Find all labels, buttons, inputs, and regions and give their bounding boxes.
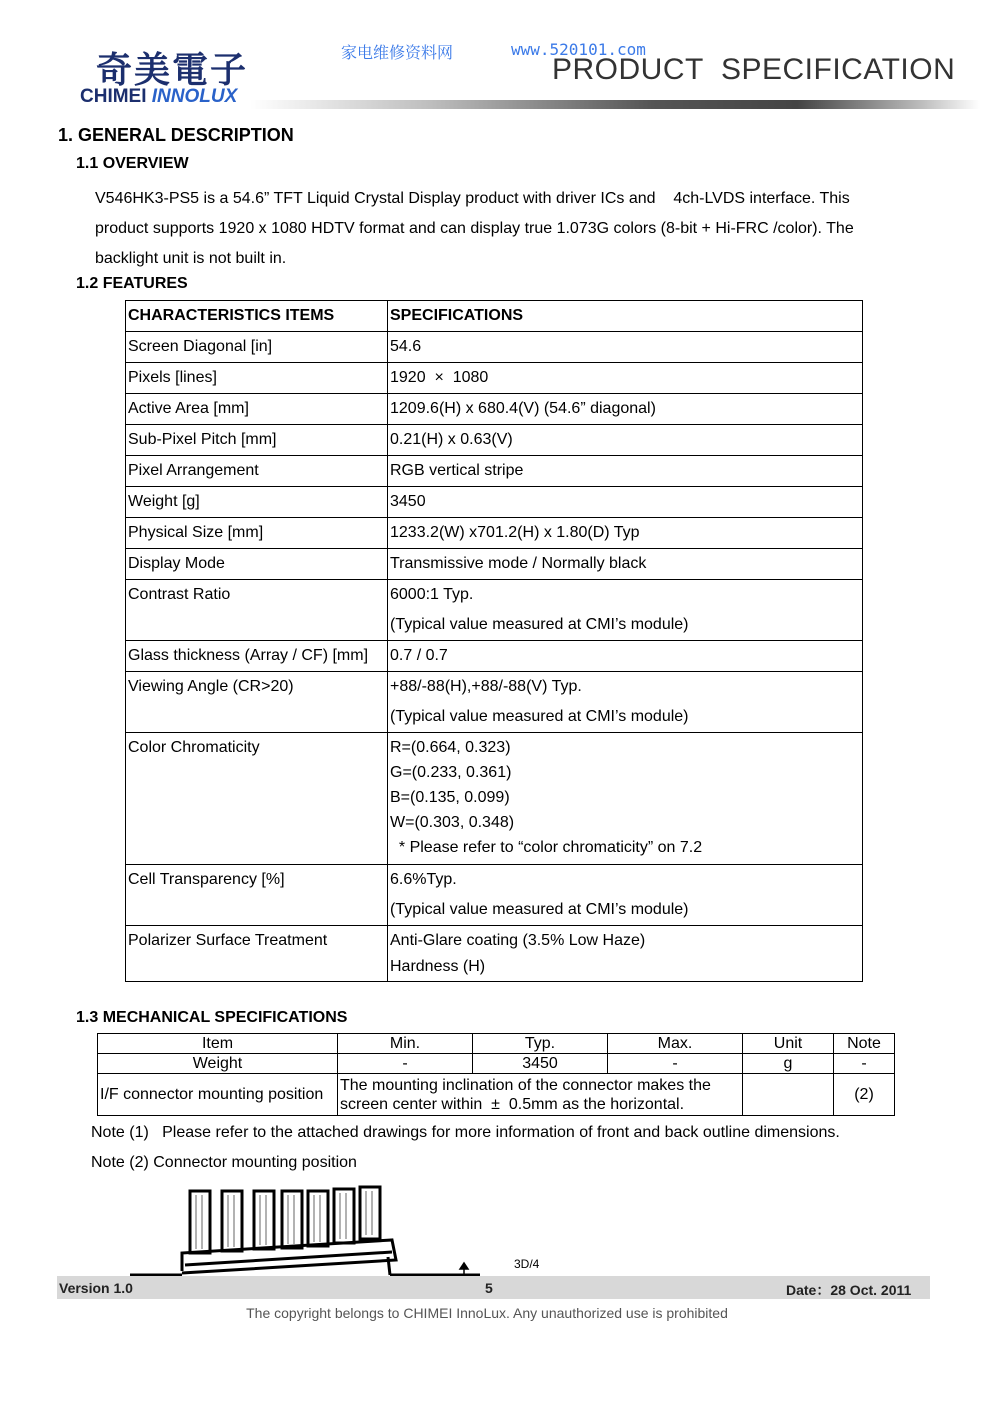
- spec-cell: 0.21(H) x 0.63(V): [388, 425, 863, 456]
- spec-cell: 1209.6(H) x 680.4(V) (54.6” diagonal): [388, 394, 863, 425]
- overview-heading: 1.1 OVERVIEW: [76, 155, 189, 172]
- table-row: [126, 394, 863, 425]
- spec-line: G=(0.233, 0.361): [390, 764, 512, 781]
- spec-cell: 0.7 / 0.7: [388, 641, 863, 672]
- header-divider: [250, 100, 980, 109]
- drawing-label: 3D/4: [514, 1257, 540, 1271]
- spec-cell: Transmissive mode / Normally black: [388, 549, 863, 580]
- header-cell: Min.: [338, 1034, 473, 1054]
- spec-cell: [388, 865, 863, 926]
- spec-cell: 1920 × 1080: [388, 363, 863, 394]
- table-row: [126, 672, 863, 733]
- note-1: Note (1) Please refer to the attached drawings for more information of front and back outline dimensions.: [91, 1124, 840, 1141]
- spec-line: Hardness (H): [390, 958, 486, 975]
- spec-line: (Typical value measured at CMI’s module): [390, 616, 689, 633]
- item-cell: Active Area [mm]: [126, 394, 388, 425]
- spec-cell: [388, 580, 863, 641]
- overview-line: backlight unit is not built in.: [95, 250, 287, 267]
- overview-line: product supports 1920 x 1080 HDTV format and can display true 1.073G colors (8-bit + Hi-FRC /color). The: [95, 220, 854, 237]
- spec-line: screen center within ± 0.5mm as the horizontal.: [340, 1095, 685, 1113]
- spec-line: The mounting inclination of the connector makes the: [340, 1076, 711, 1094]
- features-heading: 1.2 FEATURES: [76, 275, 188, 292]
- item-cell: Weight [g]: [126, 487, 388, 518]
- spec-line: * Please refer to “color chromaticity” on 7.2: [390, 839, 703, 856]
- spec-line: +88/-88(H),+88/-88(V) Typ.: [390, 678, 582, 695]
- spec-cell: 3450: [388, 487, 863, 518]
- logo-innolux: INNOLUX: [151, 86, 238, 107]
- spec-cell: [338, 1074, 743, 1116]
- table-row: [126, 733, 863, 865]
- header-cell: Unit: [743, 1034, 834, 1054]
- value-cell: g: [743, 1054, 834, 1074]
- unit-cell: [743, 1074, 834, 1116]
- spec-line: 6000:1 Typ.: [390, 586, 474, 603]
- header-cell: Note: [834, 1034, 895, 1054]
- spec-line: (Typical value measured at CMI’s module): [390, 708, 689, 725]
- table-header-row: [126, 301, 863, 332]
- item-cell: Sub-Pixel Pitch [mm]: [126, 425, 388, 456]
- date-label: Date：28 Oct. 2011: [786, 1282, 912, 1298]
- table-row: [126, 487, 863, 518]
- overview-line: V546HK3-PS5 is a 54.6” TFT Liquid Crystal Display product with driver ICs and 4ch-LVDS interface. This: [95, 190, 850, 207]
- spec-cell: 1233.2(W) x701.2(H) x 1.80(D) Typ: [388, 518, 863, 549]
- table-row: [126, 865, 863, 926]
- header-cell: SPECIFICATIONS: [388, 301, 863, 332]
- item-cell: Color Chromaticity: [126, 733, 388, 865]
- value-cell: -: [608, 1054, 743, 1074]
- spec-cell: 54.6: [388, 332, 863, 363]
- spec-cell: RGB vertical stripe: [388, 456, 863, 487]
- note-2: Note (2) Connector mounting position: [91, 1154, 357, 1171]
- item-cell: Glass thickness (Array / CF) [mm]: [126, 641, 388, 672]
- item-cell: Pixel Arrangement: [126, 456, 388, 487]
- features-table: [125, 300, 863, 982]
- item-cell: Display Mode: [126, 549, 388, 580]
- watermark-url: www.520101.com: [511, 40, 646, 59]
- item-cell: Pixels [lines]: [126, 363, 388, 394]
- table-row: [126, 926, 863, 982]
- header-cell: Item: [98, 1034, 338, 1054]
- table-row: [126, 518, 863, 549]
- spec-cell: [388, 672, 863, 733]
- table-row: [126, 549, 863, 580]
- page-number: 5: [485, 1280, 493, 1296]
- header-cell: Typ.: [473, 1034, 608, 1054]
- header-cell: CHARACTERISTICS ITEMS: [126, 301, 388, 332]
- item-cell: Viewing Angle (CR>20): [126, 672, 388, 733]
- version-label: Version 1.0: [59, 1280, 133, 1296]
- watermark-site-name: 家电维修资料网: [341, 43, 454, 62]
- logo-chimei: CHIMEI: [80, 86, 152, 107]
- item-cell: Physical Size [mm]: [126, 518, 388, 549]
- document-title: PRODUCT SPECIFICATION: [552, 53, 956, 86]
- table-row: [126, 332, 863, 363]
- item-cell: Cell Transparency [%]: [126, 865, 388, 926]
- item-cell: Polarizer Surface Treatment: [126, 926, 388, 982]
- value-cell: -: [834, 1054, 895, 1074]
- company-logo-english: [80, 86, 237, 108]
- item-cell: Contrast Ratio: [126, 580, 388, 641]
- value-cell: 3450: [473, 1054, 608, 1074]
- table-row: [126, 456, 863, 487]
- spec-line: B=(0.135, 0.099): [390, 789, 510, 806]
- value-cell: -: [338, 1054, 473, 1074]
- connector-mounting-drawing: [130, 1185, 480, 1277]
- item-cell: I/F connector mounting position: [98, 1074, 338, 1116]
- copyright-notice: The copyright belongs to CHIMEI InnoLux. Any unauthorized use is prohibited: [246, 1305, 728, 1321]
- spec-line: 6.6%Typ.: [390, 871, 457, 888]
- spec-line: (Typical value measured at CMI’s module): [390, 901, 689, 918]
- table-header-row: [98, 1034, 895, 1054]
- spec-line: R=(0.664, 0.323): [390, 739, 511, 756]
- item-cell: Screen Diagonal [in]: [126, 332, 388, 363]
- connector-drawing: [182, 1187, 396, 1273]
- table-row: [126, 580, 863, 641]
- table-row: [98, 1054, 895, 1074]
- table-row: [126, 641, 863, 672]
- table-row: [126, 425, 863, 456]
- spec-cell: [388, 926, 863, 982]
- table-row: [98, 1074, 895, 1116]
- mechanical-heading: 1.3 MECHANICAL SPECIFICATIONS: [76, 1009, 348, 1026]
- header-cell: Max.: [608, 1034, 743, 1054]
- item-cell: Weight: [98, 1054, 338, 1074]
- note-cell: (2): [834, 1074, 895, 1116]
- spec-cell: [388, 733, 863, 865]
- section-heading: 1. GENERAL DESCRIPTION: [58, 125, 294, 145]
- company-logo-chinese: 奇美電子: [96, 50, 249, 91]
- spec-line: Anti-Glare coating (3.5% Low Haze): [390, 932, 646, 949]
- overview-paragraph: [95, 184, 915, 274]
- spec-line: W=(0.303, 0.348): [390, 814, 515, 831]
- table-row: [126, 363, 863, 394]
- mechanical-table: [97, 1033, 895, 1116]
